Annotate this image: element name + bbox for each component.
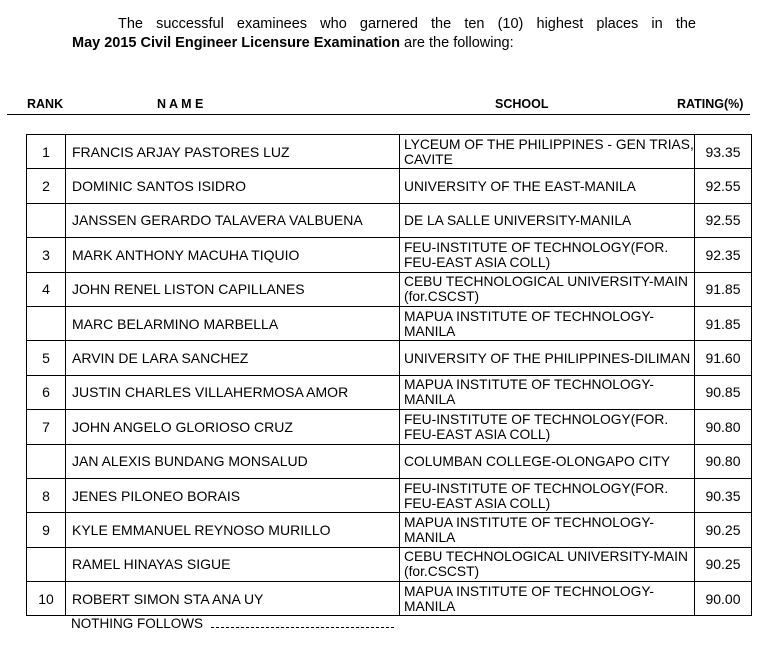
table-row	[27, 238, 752, 272]
rank-cell	[27, 306, 66, 340]
school-cell: FEU-INSTITUTE OF TECHNOLOGY(FOR. FEU-EAST ASIA COLL)	[400, 478, 695, 512]
rating-cell: 90.85	[695, 375, 752, 409]
rating-cell: 91.85	[695, 272, 752, 306]
rank-cell: 6	[27, 375, 66, 409]
intro-word: (10)	[497, 16, 524, 32]
name-cell: MARC BELARMINO MARBELLA	[66, 306, 400, 340]
school-cell: DE LA SALLE UNIVERSITY-MANILA	[400, 203, 695, 237]
intro-word: places	[596, 16, 639, 32]
intro-word: the	[431, 16, 452, 32]
rating-cell: 90.80	[695, 444, 752, 478]
rating-cell: 91.60	[695, 341, 752, 375]
table-row	[27, 306, 752, 340]
intro-line-2	[72, 34, 696, 53]
rank-cell: 2	[27, 169, 66, 203]
table-row	[27, 444, 752, 478]
rank-cell: 9	[27, 513, 66, 547]
school-cell: MAPUA INSTITUTE OF TECHNOLOGY-MANILA	[400, 306, 695, 340]
name-cell: RAMEL HINAYAS SIGUE	[66, 547, 400, 581]
results-table	[26, 134, 752, 616]
table-row	[27, 135, 752, 169]
name-cell: DOMINIC SANTOS ISIDRO	[66, 169, 400, 203]
table-row	[27, 582, 752, 616]
name-cell: JENES PILONEO BORAIS	[66, 478, 400, 512]
intro-word: examinees	[236, 16, 308, 32]
school-cell: MAPUA INSTITUTE OF TECHNOLOGY-MANILA	[400, 375, 695, 409]
header-name: N A M E	[157, 97, 204, 111]
rating-cell: 91.85	[695, 306, 752, 340]
school-cell: CEBU TECHNOLOGICAL UNIVERSITY-MAIN (for.CSCST)	[400, 547, 695, 581]
table-row	[27, 203, 752, 237]
rank-cell: 1	[27, 135, 66, 169]
rank-cell: 7	[27, 410, 66, 444]
intro-word: who	[320, 16, 347, 32]
rank-cell: 8	[27, 478, 66, 512]
rating-cell: 92.55	[695, 203, 752, 237]
rating-cell: 90.25	[695, 513, 752, 547]
table-row	[27, 169, 752, 203]
school-cell: UNIVERSITY OF THE EAST-MANILA	[400, 169, 695, 203]
rating-cell: 93.35	[695, 135, 752, 169]
school-cell: UNIVERSITY OF THE PHILIPPINES-DILIMAN	[400, 341, 695, 375]
rating-cell: 90.35	[695, 478, 752, 512]
name-cell: ARVIN DE LARA SANCHEZ	[66, 341, 400, 375]
rating-cell: 92.55	[695, 169, 752, 203]
rank-cell: 10	[27, 582, 66, 616]
school-cell: FEU-INSTITUTE OF TECHNOLOGY(FOR. FEU-EAST ASIA COLL)	[400, 410, 695, 444]
name-cell: KYLE EMMANUEL REYNOSO MURILLO	[66, 513, 400, 547]
intro-word: ten	[464, 16, 485, 32]
table-row	[27, 513, 752, 547]
name-cell: JOHN RENEL LISTON CAPILLANES	[66, 272, 400, 306]
rank-cell	[27, 444, 66, 478]
intro-line-1	[72, 15, 696, 34]
school-cell: FEU-INSTITUTE OF TECHNOLOGY(FOR. FEU-EAST ASIA COLL)	[400, 238, 695, 272]
header-divider	[7, 114, 750, 115]
exam-title: May 2015 Civil Engineer Licensure Examination	[72, 35, 400, 51]
name-cell: MARK ANTHONY MACUHA TIQUIO	[66, 238, 400, 272]
intro-line-2-rest: are the following:	[400, 35, 514, 51]
table-row	[27, 375, 752, 409]
rank-cell	[27, 547, 66, 581]
intro-word: The	[118, 16, 143, 32]
school-cell: LYCEUM OF THE PHILIPPINES - GEN TRIAS, CAVITE	[400, 135, 695, 169]
intro-word: the	[675, 16, 696, 32]
rank-cell: 3	[27, 238, 66, 272]
rating-cell: 92.35	[695, 238, 752, 272]
nothing-follows: NOTHING FOLLOWS	[71, 616, 204, 631]
school-cell: CEBU TECHNOLOGICAL UNIVERSITY-MAIN (for.CSCST)	[400, 272, 695, 306]
table-row	[27, 272, 752, 306]
school-cell: MAPUA INSTITUTE OF TECHNOLOGY-MANILA	[400, 513, 695, 547]
name-cell: ROBERT SIMON STA ANA UY	[66, 582, 400, 616]
name-cell: FRANCIS ARJAY PASTORES LUZ	[66, 135, 400, 169]
intro-word: highest	[536, 16, 584, 32]
table-header	[0, 97, 757, 115]
name-cell: JAN ALEXIS BUNDANG MONSALUD	[66, 444, 400, 478]
rating-cell: 90.80	[695, 410, 752, 444]
intro-word: successful	[156, 16, 224, 32]
header-rank: RANK	[27, 97, 64, 111]
rating-cell: 90.00	[695, 582, 752, 616]
rank-cell: 5	[27, 341, 66, 375]
name-cell: JANSSEN GERARDO TALAVERA VALBUENA	[66, 203, 400, 237]
name-cell: JOHN ANGELO GLORIOSO CRUZ	[66, 410, 400, 444]
table-row	[27, 547, 752, 581]
rating-cell: 90.25	[695, 547, 752, 581]
rank-cell: 4	[27, 272, 66, 306]
table-row	[27, 410, 752, 444]
name-cell: JUSTIN CHARLES VILLAHERMOSA AMOR	[66, 375, 400, 409]
footer-dashed-rule	[211, 627, 394, 628]
intro-text	[72, 15, 696, 53]
header-rating: RATING(%)	[677, 97, 744, 111]
school-cell: COLUMBAN COLLEGE-OLONGAPO CITY	[400, 444, 695, 478]
school-cell: MAPUA INSTITUTE OF TECHNOLOGY-MANILA	[400, 582, 695, 616]
intro-word: garnered	[359, 16, 418, 32]
rank-cell	[27, 203, 66, 237]
table-row	[27, 478, 752, 512]
intro-word: in	[651, 16, 663, 32]
header-school: SCHOOL	[495, 97, 549, 111]
table-row	[27, 341, 752, 375]
